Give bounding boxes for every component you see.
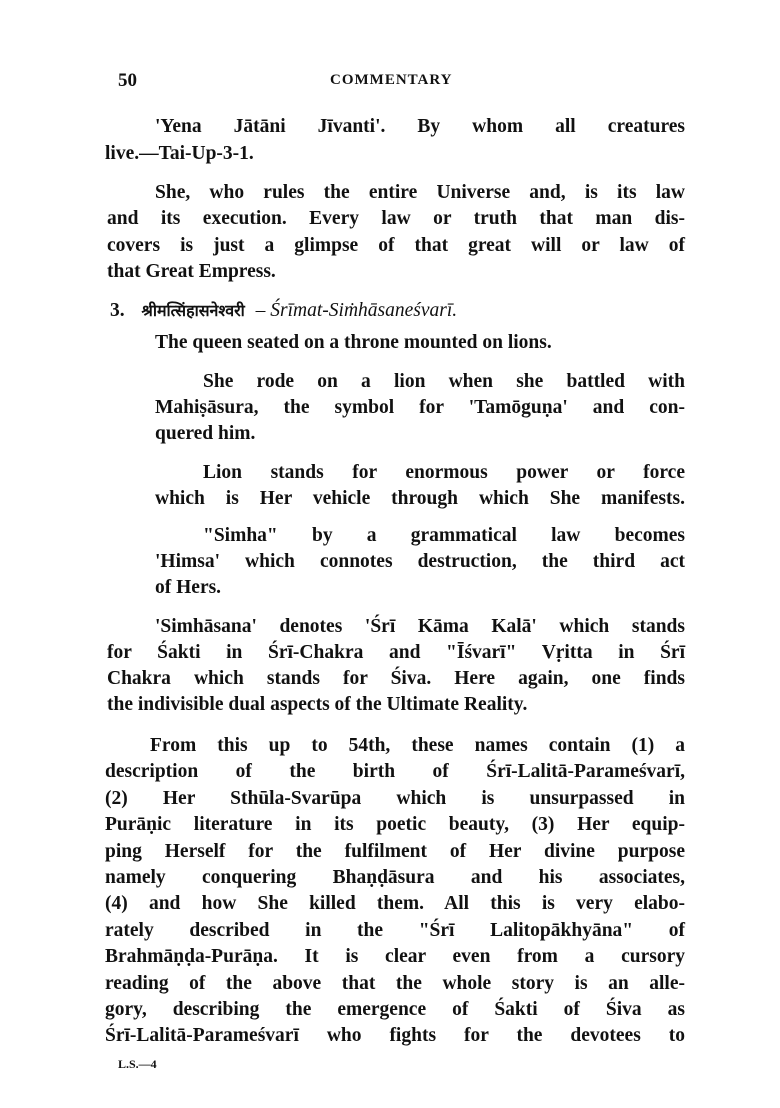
entry-number: 3.	[110, 300, 125, 321]
entry-devanagari: श्रीमत्सिंहासनेश्वरी	[141, 301, 245, 320]
text-line: gory, describing the emergence of Śakti of Śiva as	[105, 999, 685, 1020]
text-line: From this up to 54th, these names contain (1) a	[150, 735, 685, 756]
text-line: Chakra which stands for Śiva. Here again, one finds	[107, 668, 685, 689]
page-number: 50	[118, 70, 137, 91]
text-line: "Simha" by a grammatical law becomes	[203, 525, 685, 546]
text-line: that Great Empress.	[107, 261, 276, 282]
text-line: description of the birth of Śrī-Lalitā-Parameśvarī,	[105, 761, 685, 782]
text-line: Purāṇic literature in its poetic beauty, (3) Her equip-	[105, 814, 685, 835]
signature-mark: L.S.—4	[118, 1057, 157, 1071]
text-line: She, who rules the entire Universe and, is its law	[155, 182, 685, 203]
text-line: Lion stands for enormous power or force	[203, 462, 685, 483]
text-line: ping Herself for the fulfilment of Her divine purpose	[105, 841, 685, 862]
text-line: rately described in the "Śrī Lalitopākhyāna" of	[105, 920, 685, 941]
text-line: reading of the above that the whole story is an alle-	[105, 973, 685, 994]
text-line: the indivisible dual aspects of the Ultimate Reality.	[107, 694, 528, 715]
text-line: 'Simhāsana' denotes 'Śrī Kāma Kalā' which stands	[155, 616, 685, 637]
text-line: She rode on a lion when she battled with	[203, 371, 685, 392]
text-line: 'Himsa' which connotes destruction, the third act	[155, 551, 685, 572]
text-line: of Hers.	[155, 577, 222, 598]
text-line: covers is just a glimpse of that great will or law of	[107, 235, 685, 256]
text-line: 'Yena Jātāni Jīvanti'. By whom all creatures	[155, 116, 685, 137]
text-line: live.—Tai-Up-3-1.	[105, 143, 254, 164]
entry-title: – Śrīmat-Siṁhāsaneśvarī.	[255, 300, 458, 321]
text-line: quered him.	[155, 423, 256, 444]
text-line: which is Her vehicle through which She manifests.	[155, 488, 685, 509]
text-line: The queen seated on a throne mounted on lions.	[155, 332, 552, 353]
text-line: (4) and how She killed them. All this is very elabo-	[105, 893, 685, 914]
text-line: for Śakti in Śrī-Chakra and "Īśvarī" Vṛitta in Śrī	[107, 642, 685, 663]
running-title: COMMENTARY	[330, 72, 453, 88]
text-line: and its execution. Every law or truth that man dis-	[107, 208, 685, 229]
text-line: Mahiṣāsura, the symbol for 'Tamōguṇa' and con-	[155, 397, 685, 418]
text-line: Brahmāṇḍa-Purāṇa. It is clear even from a cursory	[105, 946, 685, 967]
text-line: (2) Her Sthūla-Svarūpa which is unsurpassed in	[105, 788, 685, 809]
text-line: namely conquering Bhaṇḍāsura and his associates,	[105, 867, 685, 888]
entry-heading	[110, 298, 457, 324]
text-line: Śrī-Lalitā-Parameśvarī who fights for the devotees to	[105, 1025, 685, 1046]
